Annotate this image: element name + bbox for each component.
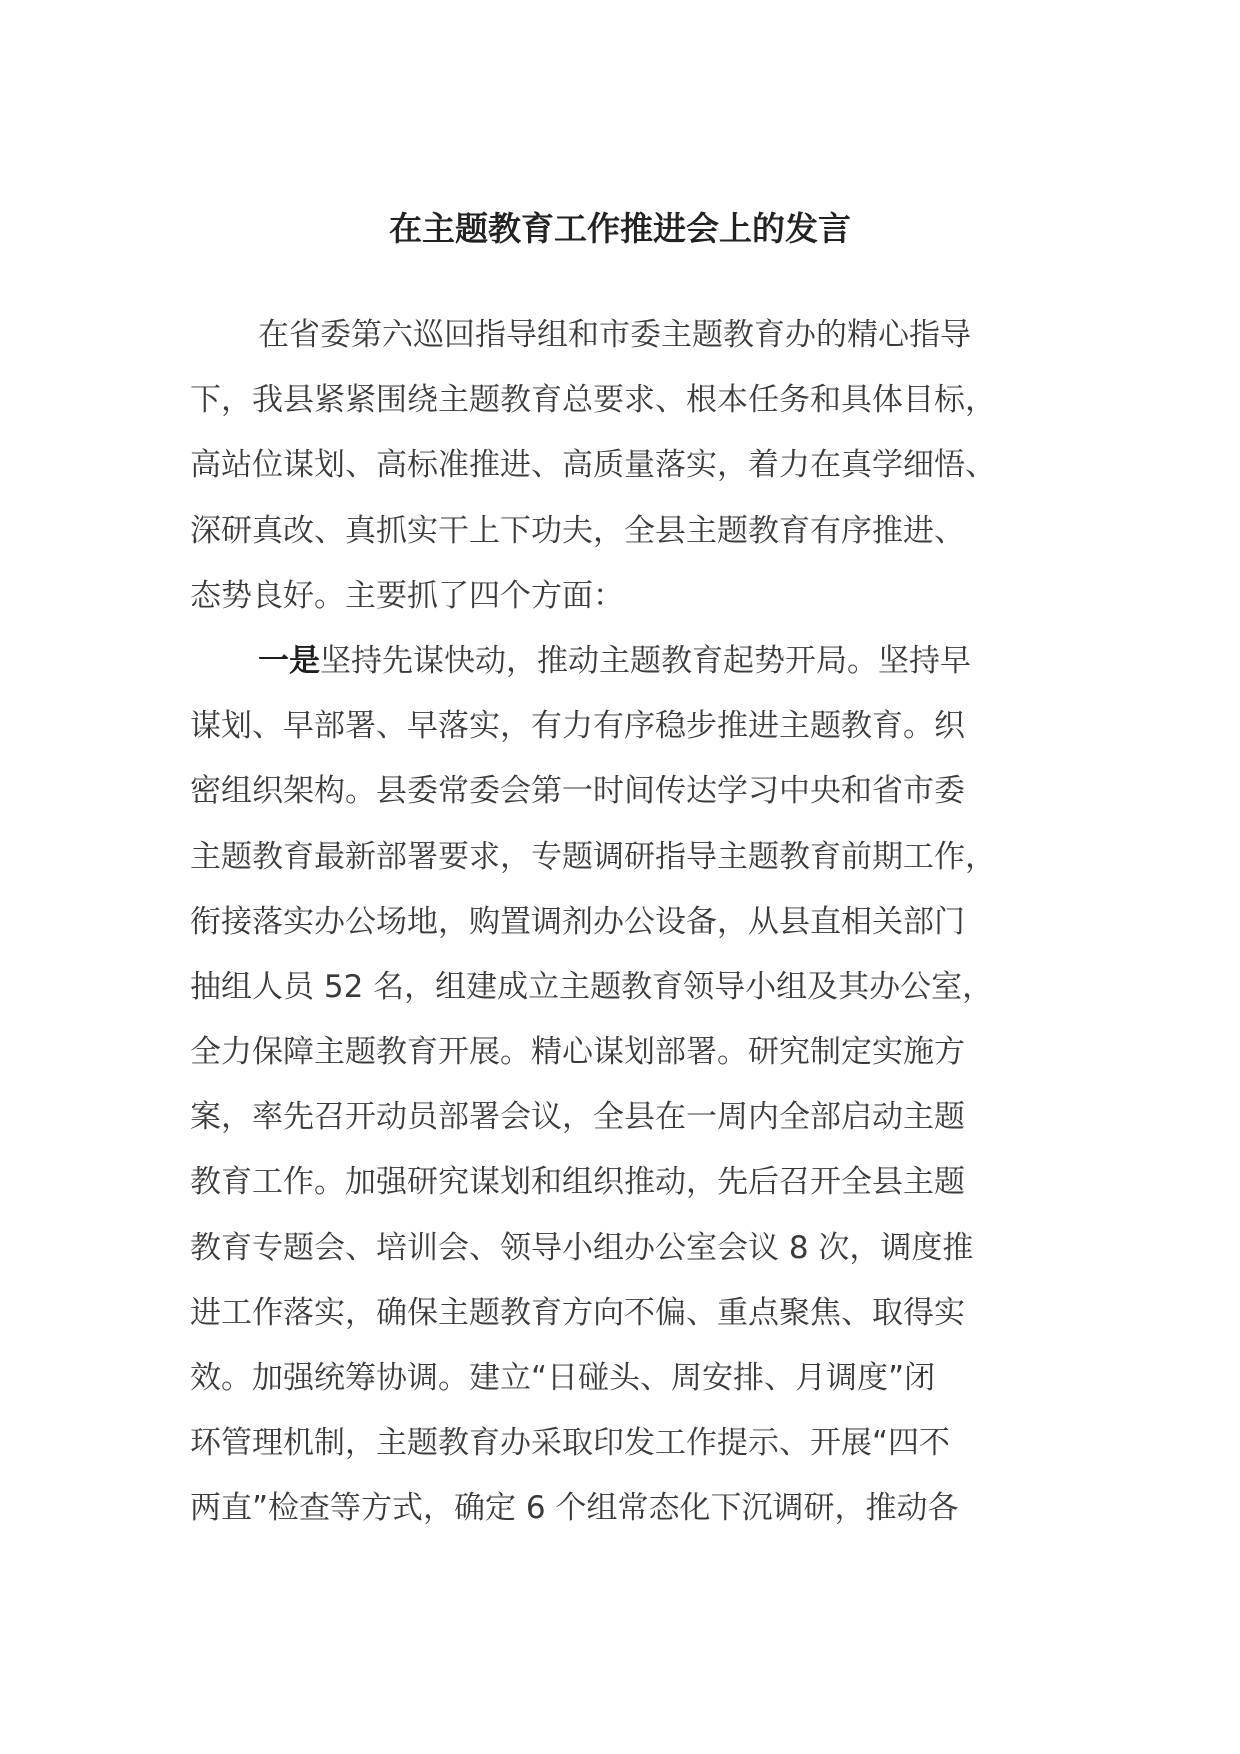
paragraph-2-line-1 [190,629,1060,694]
paragraph-1-line-3: 高站位谋划、高标准推进、高质量落实，着力在真学细悟、 [190,447,996,484]
paragraph-2-line-7: 全力保障主题教育开展。精心谋划部署。研究制定实施方 [190,1034,965,1071]
paragraph-1-line-5: 态势良好。主要抓了四个方面： [190,577,624,614]
paragraph-2-line-2: 谋划、早部署、早落实，有力有序稳步推进主题教育。织 [190,708,965,745]
paragraph-2-line-8: 案，率先召开动员部署会议，全县在一周内全部启动主题 [190,1099,965,1136]
document-body [190,303,1060,1542]
paragraph-2-line-3: 密组织架构。县委常委会第一时间传达学习中央和省市委 [190,773,965,810]
paragraph-2-line-14: 两直”检查等方式，确定 6 个组常态化下沉调研，推动各 [190,1490,959,1527]
paragraph-1-line-4: 深研真改、真抓实干上下功夫，全县主题教育有序推进、 [190,512,965,549]
paragraph-2-lead: 一是 [258,642,320,679]
paragraph-2-line-11: 进工作落实，确保主题教育方向不偏、重点聚焦、取得实 [190,1294,965,1331]
paragraph-2-line-9: 教育工作。加强研究谋划和组织推动，先后召开全县主题 [190,1164,965,1201]
paragraph-2-line-4: 主题教育最新部署要求，专题调研指导主题教育前期工作， [190,838,996,875]
document-title: 在主题教育工作推进会上的发言 [389,209,851,248]
paragraph-1-line-2: 下，我县紧紧围绕主题教育总要求、根本任务和具体目标， [190,382,996,419]
paragraph-2-line-13: 环管理机制，主题教育办采取印发工作提示、开展“四不 [190,1425,951,1462]
paragraph-2-line-5: 衔接落实办公场地，购置调剂办公设备，从县直相关部门 [190,903,965,940]
paragraph-2-line-6: 抽组人员 52 名，组建成立主题教育领导小组及其办公室， [190,968,994,1005]
paragraph-1-line-1: 在省委第六巡回指导组和市委主题教育办的精心指导 [258,317,971,353]
paragraph-2-line-10: 教育专题会、培训会、领导小组办公室会议 8 次，调度推 [190,1229,974,1266]
paragraph-2-line-1-text: 坚持先谋快动，推动主题教育起势开局。坚持早 [320,642,971,679]
paragraph-2-line-12: 效。加强统筹协调。建立“日碰头、周安排、月调度”闭 [190,1360,936,1396]
